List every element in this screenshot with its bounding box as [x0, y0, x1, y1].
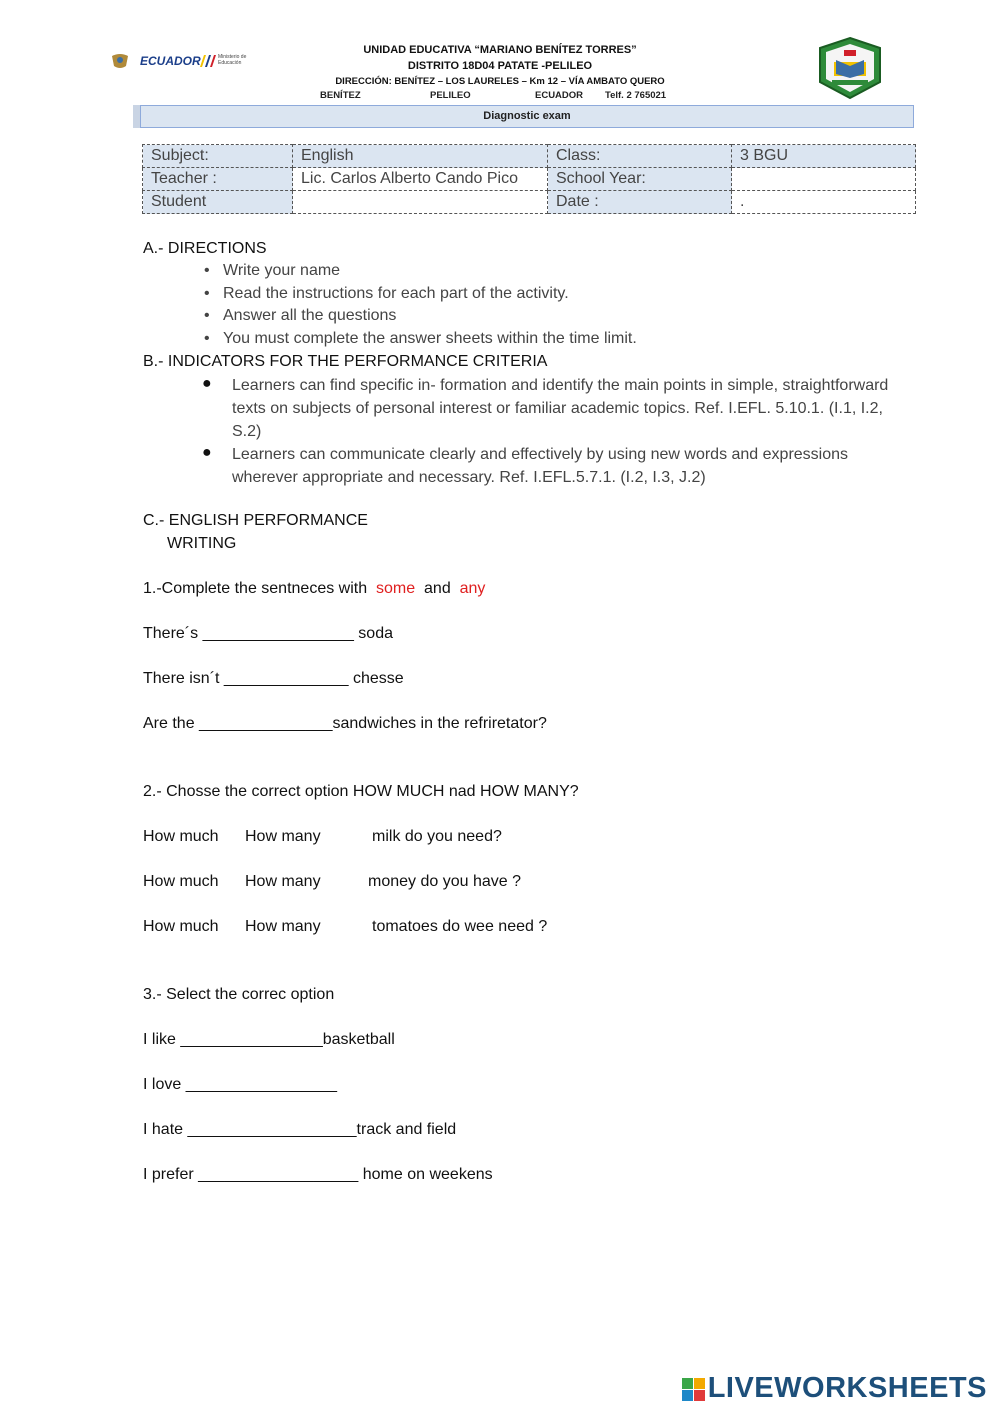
- option-how-much[interactable]: How much: [143, 873, 219, 890]
- date-label: Date :: [548, 191, 732, 214]
- section-c-subtitle: WRITING: [167, 535, 237, 552]
- list-item: Read the instructions for each part of the activity.: [223, 285, 569, 302]
- section-b-title: B.- INDICATORS FOR THE PERFORMANCE CRITERIA: [143, 353, 548, 370]
- table-row: [143, 191, 916, 214]
- addr-pelileo: PELILEO: [430, 90, 471, 101]
- school-name: UNIDAD EDUCATIVA “MARIANO BENÍTEZ TORRES”: [363, 44, 637, 56]
- option-how-much[interactable]: How much: [143, 828, 219, 845]
- q1-sentence-2[interactable]: There isn´t ______________ chesse: [143, 670, 404, 687]
- option-how-much[interactable]: How much: [143, 918, 219, 935]
- addr-phone: Telf. 2 765021: [605, 90, 667, 101]
- ministerio-label: Ministerio de Educación: [218, 54, 247, 66]
- info-table: [142, 144, 916, 214]
- q1-prompt: [143, 580, 485, 598]
- q2-prompt: 2.- Chosse the correct option HOW MUCH nad HOW MANY?: [143, 783, 579, 800]
- indicator-1: Learners can find specific in- formation and identify the main points in simple, straightforward texts on subjects of personal interest or familiar academic topics. Ref. I.EFL. 5.10.1. (I.1, I.2, S.2): [232, 377, 889, 440]
- q1-prompt-text: 1.-Complete the sentneces with: [143, 580, 368, 597]
- live-blocks-icon: [682, 1376, 706, 1402]
- q1-word-some: some: [376, 580, 416, 597]
- bullet-icon: ●: [202, 375, 212, 392]
- date-value[interactable]: .: [732, 191, 916, 214]
- school-year-label: School Year:: [548, 168, 732, 191]
- indicator-2: Learners can communicate clearly and effectively by using new words and expressions wherever appropriate and necessary. Ref. I.EFL.5.7.1. (I.2, I.3, J.2): [232, 446, 849, 486]
- bullet-icon: •: [204, 307, 210, 324]
- option-how-many[interactable]: How many: [245, 918, 321, 935]
- q3-prompt: 3.- Select the correc option: [143, 986, 335, 1003]
- q1-sentence-1[interactable]: There´s _________________ soda: [143, 625, 393, 642]
- list-item: Answer all the questions: [223, 307, 397, 324]
- addr-ecuador: ECUADOR: [535, 90, 584, 101]
- ecuador-wordmark: ECUADOR: [140, 54, 201, 68]
- coat-of-arms-icon: [110, 52, 130, 68]
- teacher-label: Teacher :: [143, 168, 293, 191]
- q1-word-and: and: [424, 580, 451, 597]
- subject-value: English: [293, 145, 548, 168]
- teacher-value: Lic. Carlos Alberto Cando Pico: [293, 168, 548, 191]
- school-emblem-icon: [814, 36, 886, 100]
- bullet-icon: ●: [202, 444, 212, 461]
- bullet-icon: •: [204, 330, 210, 347]
- class-label: Class:: [548, 145, 732, 168]
- section-c-title: C.- ENGLISH PERFORMANCE: [143, 512, 368, 529]
- student-value[interactable]: [293, 191, 548, 214]
- address-line: DIRECCIÓN: BENÍTEZ – LOS LAURELES – Km 12 – VÍA AMBATO QUERO: [335, 76, 665, 87]
- class-value: 3 BGU: [732, 145, 916, 168]
- bullet-icon: •: [204, 285, 210, 302]
- q2-row-3-text: tomatoes do wee need ?: [372, 918, 548, 935]
- section-a-title: A.- DIRECTIONS: [143, 240, 267, 257]
- q3-sentence-1[interactable]: I like ________________basketball: [143, 1031, 395, 1048]
- q1-word-any: any: [459, 580, 486, 597]
- q3-sentence-3[interactable]: I hate ___________________track and field: [143, 1121, 457, 1138]
- q3-sentence-2[interactable]: I love _________________: [143, 1076, 337, 1093]
- district-name: DISTRITO 18D04 PATATE -PELILEO: [407, 60, 593, 72]
- option-how-many[interactable]: How many: [245, 873, 321, 890]
- school-year-value[interactable]: [732, 168, 916, 191]
- q3-sentence-4[interactable]: I prefer __________________ home on weekens: [143, 1166, 493, 1183]
- q2-row-1-text: milk do you need?: [372, 828, 502, 845]
- option-how-many[interactable]: How many: [245, 828, 321, 845]
- brand-text: LIVEWORKSHEETS: [707, 1372, 987, 1404]
- q1-sentence-3[interactable]: Are the _______________sandwiches in the refriretator?: [143, 715, 547, 732]
- list-item: Write your name: [223, 262, 341, 279]
- addr-benitez: BENÍTEZ: [320, 90, 361, 101]
- subject-label: Subject:: [143, 145, 293, 168]
- liveworksheets-logo: [682, 1372, 987, 1405]
- q2-row-2-text: money do you have ?: [368, 873, 521, 890]
- list-item: You must complete the answer sheets within the time limit.: [223, 330, 637, 347]
- bullet-icon: •: [204, 262, 210, 279]
- ecuador-logo: [110, 50, 250, 72]
- flag-stripes-icon: [198, 54, 218, 66]
- exam-title: Diagnostic exam: [140, 105, 914, 128]
- table-row: [143, 145, 916, 168]
- student-label: Student: [143, 191, 293, 214]
- table-row: [143, 168, 916, 191]
